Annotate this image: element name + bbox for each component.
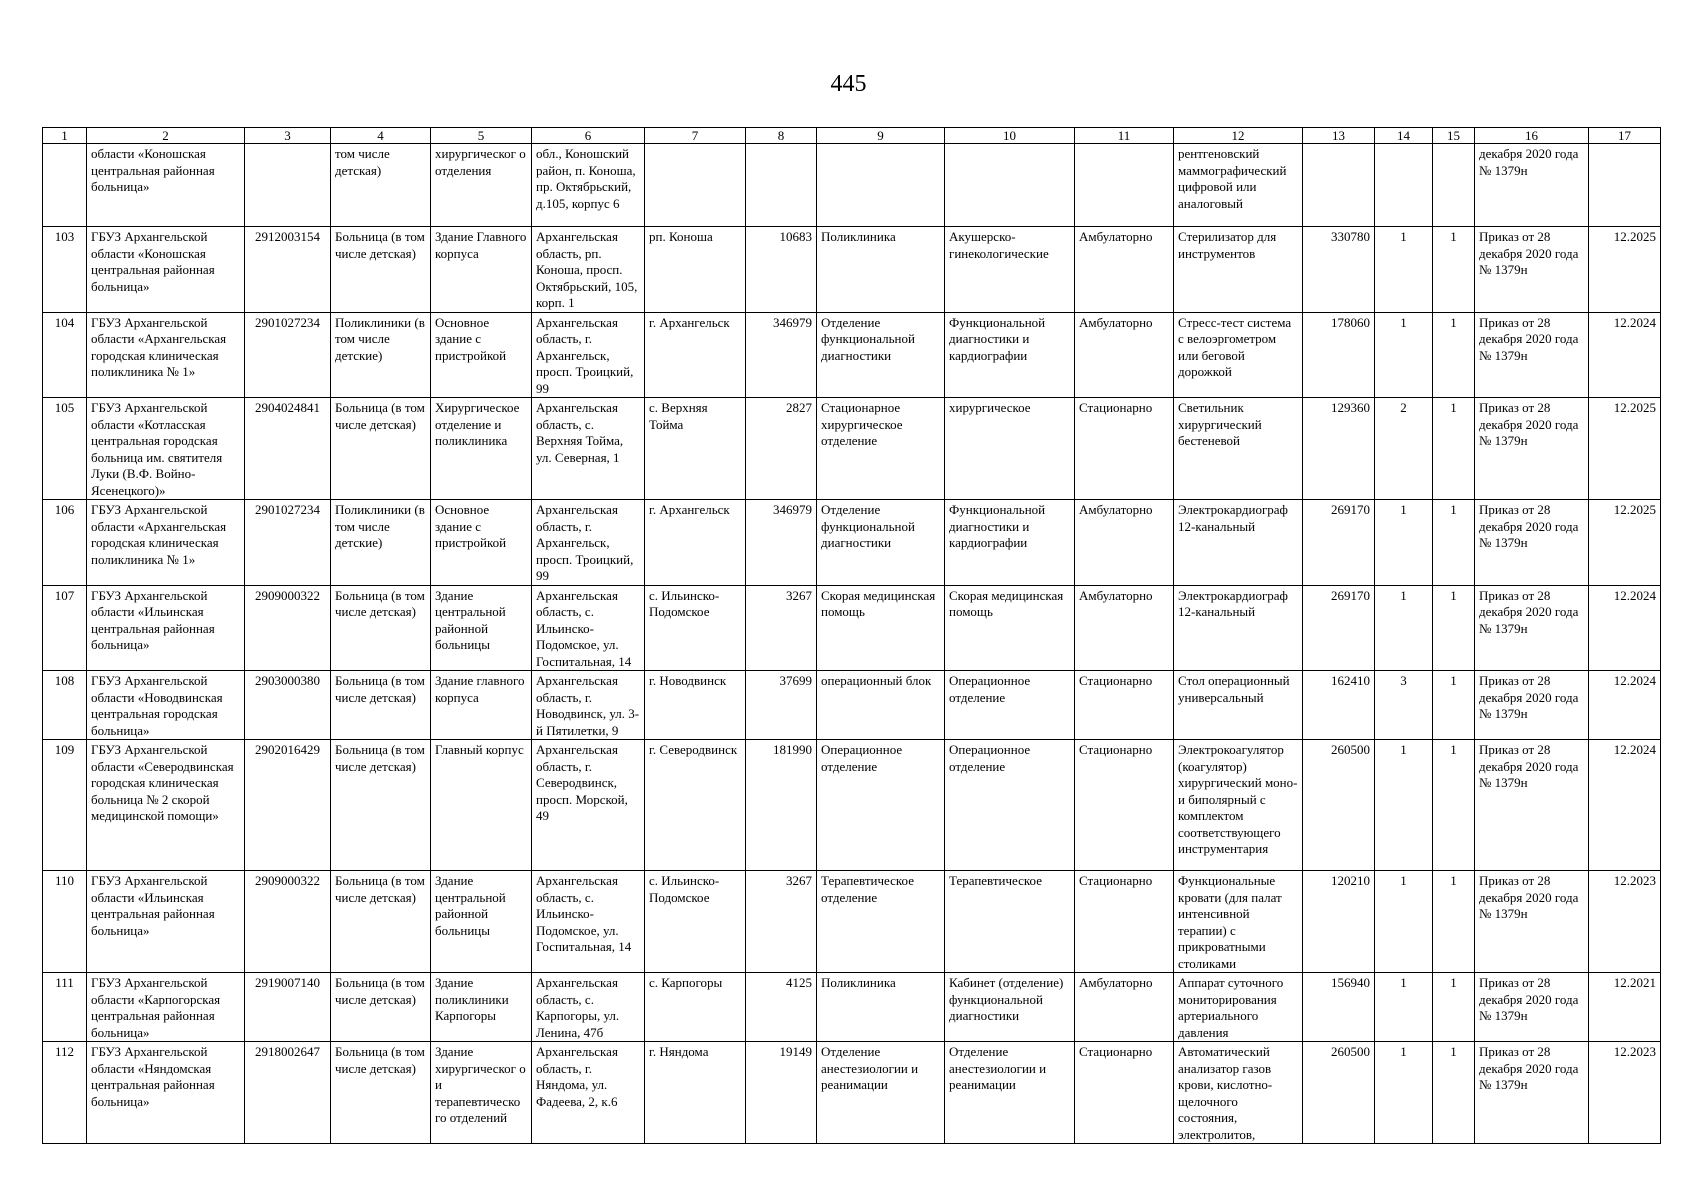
table-row (43, 871, 1661, 973)
cell-equipment-name: Стол операционный универсальный (1174, 671, 1303, 740)
cell-deadline: 12.2023 (1589, 871, 1661, 973)
cell-address: Архангельская область, с. Ильинско-Подомское, ул. Госпитальная, 14 (532, 585, 645, 671)
cell-population: 181990 (746, 740, 817, 871)
cell-building-name: Здание Главного корпуса (431, 227, 532, 313)
cell-inn-code: 2902016429 (245, 740, 331, 871)
cell-inn-code: 2903000380 (245, 671, 331, 740)
cell-quantity: 1 (1375, 500, 1433, 586)
cell-quantity: 1 (1375, 227, 1433, 313)
cell-care-form: Стационарно (1075, 871, 1174, 973)
cell-population: 4125 (746, 973, 817, 1042)
cell-population: 346979 (746, 312, 817, 398)
cell-deadline: 12.2025 (1589, 227, 1661, 313)
cell-organization-name: ГБУЗ Архангельской области «Коношская центральная районная больница» (87, 227, 245, 313)
cell-order-reference: Приказ от 28 декабря 2020 года № 1379н (1475, 871, 1589, 973)
cell-equipment-name: Автоматический анализатор газов крови, кислотно-щелочного состояния, электролитов, (1174, 1042, 1303, 1144)
cell-settlement: рп. Коноша (645, 227, 746, 313)
table-row (43, 312, 1661, 398)
cell-department: Скорая медицинская помощь (817, 585, 945, 671)
cell-care-form: Стационарно (1075, 671, 1174, 740)
cell-profile: Акушерско-гинекологические (945, 227, 1075, 313)
table-row (43, 500, 1661, 586)
cell-address: Архангельская область, с. Ильинско-Подомское, ул. Госпитальная, 14 (532, 871, 645, 973)
cell-facility-type: Больница (в том числе детская) (331, 740, 431, 871)
cell-building-name: Здание центральной районной больницы (431, 585, 532, 671)
cell-order-reference: Приказ от 28 декабря 2020 года № 1379н (1475, 227, 1589, 313)
cell-department: Поликлиника (817, 227, 945, 313)
cell-row-number: 108 (43, 671, 87, 740)
cell-inn-code: 2909000322 (245, 585, 331, 671)
cell-department: Операционное отделение (817, 740, 945, 871)
cell-deadline: 12.2024 (1589, 671, 1661, 740)
table-row (43, 740, 1661, 871)
cell-population (746, 144, 817, 227)
cell-settlement: г. Новодвинск (645, 671, 746, 740)
cell-settlement (645, 144, 746, 227)
cell-count: 1 (1433, 871, 1475, 973)
cell-row-number: 110 (43, 871, 87, 973)
cell-address: Архангельская область, г. Няндома, ул. Фадеева, 2, к.6 (532, 1042, 645, 1144)
cell-order-reference: Приказ от 28 декабря 2020 года № 1379н (1475, 585, 1589, 671)
cell-quantity: 3 (1375, 671, 1433, 740)
equipment-table (42, 127, 1661, 1144)
cell-quantity: 1 (1375, 585, 1433, 671)
cell-count: 1 (1433, 1042, 1475, 1144)
column-number: 5 (431, 128, 532, 144)
cell-building-name: Здание хирургическог о и терапевтическо го отделений (431, 1042, 532, 1144)
column-number: 16 (1475, 128, 1589, 144)
cell-department: Отделение функциональной диагностики (817, 500, 945, 586)
cell-count: 1 (1433, 671, 1475, 740)
cell-organization-name: ГБУЗ Архангельской области «Архангельская городская клиническая поликлиника № 1» (87, 500, 245, 586)
cell-order-reference: Приказ от 28 декабря 2020 года № 1379н (1475, 1042, 1589, 1144)
cell-settlement: г. Северодвинск (645, 740, 746, 871)
cell-inn-code: 2919007140 (245, 973, 331, 1042)
cell-population: 346979 (746, 500, 817, 586)
cell-settlement: г. Няндома (645, 1042, 746, 1144)
cell-deadline: 12.2023 (1589, 1042, 1661, 1144)
cell-quantity: 1 (1375, 1042, 1433, 1144)
cell-quantity: 1 (1375, 312, 1433, 398)
cell-building-name: Здание центральной районной больницы (431, 871, 532, 973)
cell-care-form (1075, 144, 1174, 227)
cell-equipment-code: 269170 (1303, 500, 1375, 586)
cell-facility-type: Больница (в том числе детская) (331, 871, 431, 973)
cell-order-reference: декабря 2020 года № 1379н (1475, 144, 1589, 227)
cell-count: 1 (1433, 585, 1475, 671)
cell-facility-type: том числе детская) (331, 144, 431, 227)
cell-organization-name: ГБУЗ Архангельской области «Архангельская городская клиническая поликлиника № 1» (87, 312, 245, 398)
cell-equipment-code: 156940 (1303, 973, 1375, 1042)
cell-equipment-name: рентгеновский маммографический цифровой или аналоговый (1174, 144, 1303, 227)
cell-building-name: Основное здание с пристройкой (431, 500, 532, 586)
cell-row-number: 107 (43, 585, 87, 671)
column-number: 3 (245, 128, 331, 144)
cell-equipment-code: 330780 (1303, 227, 1375, 313)
cell-order-reference: Приказ от 28 декабря 2020 года № 1379н (1475, 500, 1589, 586)
column-number: 13 (1303, 128, 1375, 144)
cell-facility-type: Поликлиники (в том числе детские) (331, 500, 431, 586)
cell-building-name: Главный корпус (431, 740, 532, 871)
cell-department: Терапевтическое отделение (817, 871, 945, 973)
cell-profile: Функциональной диагностики и кардиографии (945, 312, 1075, 398)
page-number: 445 (830, 71, 867, 97)
column-number: 7 (645, 128, 746, 144)
cell-equipment-name: Стресс-тест система с велоэргометром или беговой дорожкой (1174, 312, 1303, 398)
cell-equipment-code: 260500 (1303, 740, 1375, 871)
cell-organization-name: ГБУЗ Архангельской области «Карпогорская центральная районная больница» (87, 973, 245, 1042)
cell-inn-code: 2901027234 (245, 312, 331, 398)
cell-inn-code: 2904024841 (245, 398, 331, 500)
cell-settlement: с. Верхняя Тойма (645, 398, 746, 500)
column-number: 11 (1075, 128, 1174, 144)
cell-deadline: 12.2025 (1589, 398, 1661, 500)
cell-building-name: Основное здание с пристройкой (431, 312, 532, 398)
cell-department: Отделение функциональной диагностики (817, 312, 945, 398)
cell-equipment-name: Стерилизатор для инструментов (1174, 227, 1303, 313)
cell-care-form: Амбулаторно (1075, 312, 1174, 398)
cell-order-reference: Приказ от 28 декабря 2020 года № 1379н (1475, 671, 1589, 740)
cell-equipment-code: 260500 (1303, 1042, 1375, 1144)
table-row (43, 585, 1661, 671)
cell-inn-code: 2918002647 (245, 1042, 331, 1144)
cell-quantity: 1 (1375, 973, 1433, 1042)
cell-row-number: 104 (43, 312, 87, 398)
cell-address: Архангельская область, г. Новодвинск, ул. 3-й Пятилетки, 9 (532, 671, 645, 740)
cell-profile: Скорая медицинская помощь (945, 585, 1075, 671)
cell-facility-type: Больница (в том числе детская) (331, 973, 431, 1042)
cell-department (817, 144, 945, 227)
cell-order-reference: Приказ от 28 декабря 2020 года № 1379н (1475, 973, 1589, 1042)
cell-care-form: Стационарно (1075, 740, 1174, 871)
cell-care-form: Амбулаторно (1075, 973, 1174, 1042)
cell-order-reference: Приказ от 28 декабря 2020 года № 1379н (1475, 312, 1589, 398)
cell-address: обл., Коношский район, п. Коноша, пр. Октябрьский, д.105, корпус 6 (532, 144, 645, 227)
cell-equipment-name: Электрокардиограф 12-канальный (1174, 500, 1303, 586)
cell-facility-type: Больница (в том числе детская) (331, 398, 431, 500)
cell-settlement: г. Архангельск (645, 312, 746, 398)
cell-equipment-name: Аппарат суточного мониторирования артериального давления (1174, 973, 1303, 1042)
cell-equipment-code: 178060 (1303, 312, 1375, 398)
cell-count: 1 (1433, 740, 1475, 871)
table-row (43, 144, 1661, 227)
cell-care-form: Амбулаторно (1075, 500, 1174, 586)
cell-order-reference: Приказ от 28 декабря 2020 года № 1379н (1475, 740, 1589, 871)
cell-building-name: хирургическог о отделения (431, 144, 532, 227)
cell-equipment-name: Электрокардиограф 12-канальный (1174, 585, 1303, 671)
cell-quantity: 1 (1375, 871, 1433, 973)
cell-facility-type: Больница (в том числе детская) (331, 1042, 431, 1144)
cell-organization-name: ГБУЗ Архангельской области «Северодвинская городская клиническая больница № 2 скорой медицинской помощи» (87, 740, 245, 871)
table-row (43, 973, 1661, 1042)
cell-settlement: с. Ильинско-Подомское (645, 585, 746, 671)
cell-care-form: Амбулаторно (1075, 227, 1174, 313)
cell-facility-type: Больница (в том числе детская) (331, 671, 431, 740)
cell-row-number (43, 144, 87, 227)
cell-organization-name: ГБУЗ Архангельской области «Ильинская центральная районная больница» (87, 871, 245, 973)
cell-row-number: 111 (43, 973, 87, 1042)
cell-row-number: 106 (43, 500, 87, 586)
cell-equipment-code (1303, 144, 1375, 227)
column-number: 12 (1174, 128, 1303, 144)
cell-row-number: 112 (43, 1042, 87, 1144)
cell-equipment-name: Светильник хирургический бестеневой (1174, 398, 1303, 500)
cell-building-name: Хирургическое отделение и поликлиника (431, 398, 532, 500)
cell-profile: Терапевтическое (945, 871, 1075, 973)
cell-population: 10683 (746, 227, 817, 313)
cell-quantity: 2 (1375, 398, 1433, 500)
cell-deadline: 12.2024 (1589, 740, 1661, 871)
cell-count: 1 (1433, 227, 1475, 313)
cell-row-number: 105 (43, 398, 87, 500)
cell-equipment-name: Функциональные кровати (для палат интенсивной терапии) с прикроватными столиками (1174, 871, 1303, 973)
cell-building-name: Здание главного корпуса (431, 671, 532, 740)
cell-count: 1 (1433, 500, 1475, 586)
table-row (43, 227, 1661, 313)
cell-organization-name: ГБУЗ Архангельской области «Ильинская центральная районная больница» (87, 585, 245, 671)
cell-profile: хирургическое (945, 398, 1075, 500)
cell-inn-code: 2901027234 (245, 500, 331, 586)
cell-care-form: Амбулаторно (1075, 585, 1174, 671)
cell-count: 1 (1433, 312, 1475, 398)
cell-department: операционный блок (817, 671, 945, 740)
cell-facility-type: Больница (в том числе детская) (331, 227, 431, 313)
cell-care-form: Стационарно (1075, 398, 1174, 500)
cell-equipment-name: Электрокоагулятор (коагулятор) хирургический моно- и биполярный с комплектом соответствующего инструментария (1174, 740, 1303, 871)
table-row (43, 398, 1661, 500)
cell-equipment-code: 120210 (1303, 871, 1375, 973)
cell-inn-code (245, 144, 331, 227)
column-number: 17 (1589, 128, 1661, 144)
cell-deadline (1589, 144, 1661, 227)
cell-deadline: 12.2025 (1589, 500, 1661, 586)
cell-equipment-code: 162410 (1303, 671, 1375, 740)
column-number: 9 (817, 128, 945, 144)
cell-equipment-code: 129360 (1303, 398, 1375, 500)
cell-profile: Операционное отделение (945, 671, 1075, 740)
cell-facility-type: Поликлиники (в том числе детские) (331, 312, 431, 398)
cell-settlement: с. Ильинско-Подомское (645, 871, 746, 973)
cell-organization-name: ГБУЗ Архангельской области «Котласская центральная городская больница им. святителя Луки (В.Ф. Войно-Ясенецкого)» (87, 398, 245, 500)
cell-organization-name: ГБУЗ Архангельской области «Новодвинская центральная городская больница» (87, 671, 245, 740)
cell-organization-name: области «Коношская центральная районная больница» (87, 144, 245, 227)
cell-building-name: Здание поликлиники Карпогоры (431, 973, 532, 1042)
cell-profile: Кабинет (отделение) функциональной диагностики (945, 973, 1075, 1042)
cell-organization-name: ГБУЗ Архангельской области «Няндомская центральная районная больница» (87, 1042, 245, 1144)
cell-address: Архангельская область, г. Архангельск, просп. Троицкий, 99 (532, 312, 645, 398)
cell-settlement: г. Архангельск (645, 500, 746, 586)
cell-population: 3267 (746, 585, 817, 671)
cell-population: 37699 (746, 671, 817, 740)
column-number: 4 (331, 128, 431, 144)
column-number-row (43, 128, 1661, 144)
cell-count: 1 (1433, 973, 1475, 1042)
cell-department: Стационарное хирургическое отделение (817, 398, 945, 500)
cell-population: 2827 (746, 398, 817, 500)
cell-profile: Отделение анестезиологии и реанимации (945, 1042, 1075, 1144)
cell-count (1433, 144, 1475, 227)
cell-department: Поликлиника (817, 973, 945, 1042)
cell-inn-code: 2912003154 (245, 227, 331, 313)
column-number: 6 (532, 128, 645, 144)
cell-population: 3267 (746, 871, 817, 973)
table-row (43, 1042, 1661, 1144)
cell-deadline: 12.2024 (1589, 585, 1661, 671)
cell-address: Архангельская область, рп. Коноша, просп. Октябрьский, 105, корп. 1 (532, 227, 645, 313)
cell-profile (945, 144, 1075, 227)
cell-address: Архангельская область, с. Карпогоры, ул. Ленина, 47б (532, 973, 645, 1042)
cell-facility-type: Больница (в том числе детская) (331, 585, 431, 671)
column-number: 8 (746, 128, 817, 144)
column-number: 2 (87, 128, 245, 144)
cell-deadline: 12.2021 (1589, 973, 1661, 1042)
cell-population: 19149 (746, 1042, 817, 1144)
cell-equipment-code: 269170 (1303, 585, 1375, 671)
cell-department: Отделение анестезиологии и реанимации (817, 1042, 945, 1144)
cell-count: 1 (1433, 398, 1475, 500)
cell-profile: Операционное отделение (945, 740, 1075, 871)
cell-profile: Функциональной диагностики и кардиографии (945, 500, 1075, 586)
cell-order-reference: Приказ от 28 декабря 2020 года № 1379н (1475, 398, 1589, 500)
column-number: 10 (945, 128, 1075, 144)
cell-settlement: с. Карпогоры (645, 973, 746, 1042)
cell-row-number: 109 (43, 740, 87, 871)
cell-address: Архангельская область, г. Архангельск, просп. Троицкий, 99 (532, 500, 645, 586)
cell-quantity (1375, 144, 1433, 227)
cell-deadline: 12.2024 (1589, 312, 1661, 398)
column-number: 14 (1375, 128, 1433, 144)
column-number: 1 (43, 128, 87, 144)
cell-care-form: Стационарно (1075, 1042, 1174, 1144)
cell-row-number: 103 (43, 227, 87, 313)
cell-address: Архангельская область, г. Северодвинск, просп. Морской, 49 (532, 740, 645, 871)
cell-address: Архангельская область, с. Верхняя Тойма, ул. Северная, 1 (532, 398, 645, 500)
cell-quantity: 1 (1375, 740, 1433, 871)
table-row (43, 671, 1661, 740)
cell-inn-code: 2909000322 (245, 871, 331, 973)
column-number: 15 (1433, 128, 1475, 144)
